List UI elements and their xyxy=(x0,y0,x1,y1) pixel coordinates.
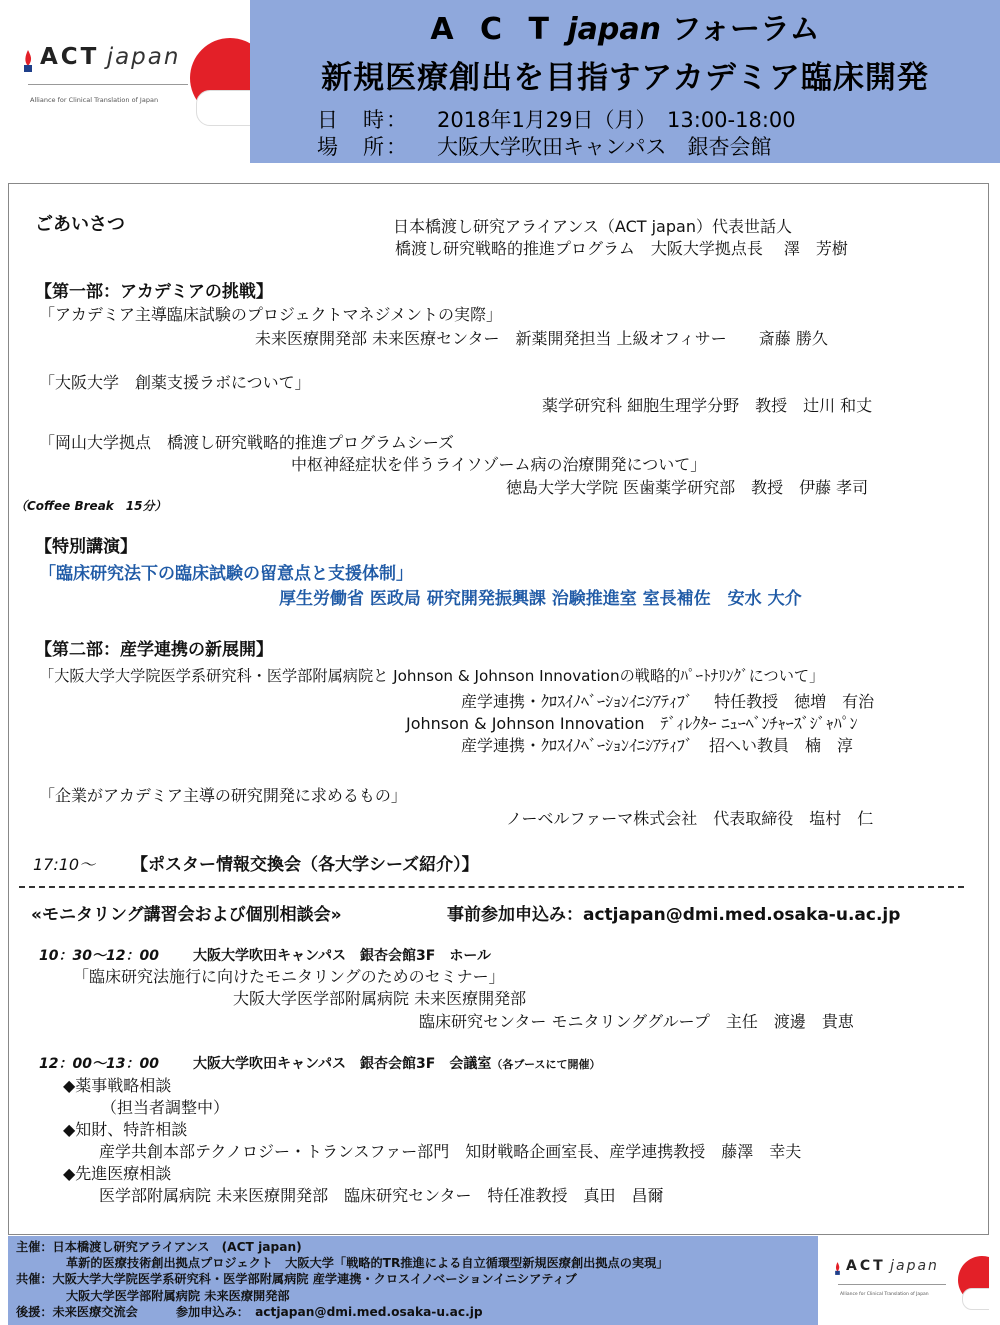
special-title: 「臨床研究法下の臨床試験の留意点と支援体制」 xyxy=(39,564,413,584)
talk-title: 「大阪大学 創薬支援ラボについて」 xyxy=(39,373,311,392)
event-title-block xyxy=(250,0,1000,163)
logo-wordmark: ACT japan xyxy=(40,44,181,70)
section-divider xyxy=(19,886,964,888)
coffee-break: （Coffee Break 15分） xyxy=(15,499,167,513)
logo-tagline: Alliance for Clinical Translation of Japan xyxy=(30,96,159,104)
forum-title: A C T japan フォーラム xyxy=(430,12,820,47)
special-heading: 【特別講演】 xyxy=(35,537,137,557)
consult-detail: 医学部附属病院 未来医療開発部 臨床研究センター 特任准教授 真田 昌爾 xyxy=(99,1186,664,1205)
consult-detail: （担当者調整中） xyxy=(101,1098,230,1117)
logo-tagline: Alliance for Clinical Translation of Japan xyxy=(840,1292,929,1297)
session-place: 大阪大学吹田キャンパス 銀杏会館3F ホール xyxy=(193,948,492,964)
greeting-speaker-line1: 日本橋渡し研究アライアンス（ACT japan）代表世話人 xyxy=(393,217,792,236)
program-box xyxy=(8,183,989,1235)
footer-banner xyxy=(8,1236,989,1325)
cloud-shape xyxy=(962,1288,989,1310)
talk-speaker: Johnson & Johnson Innovation ﾃﾞｨﾚｸﾀｰ ﾆｭｰﾍﾞﾝﾁｬｰｽﾞｼﾞｬﾊﾟﾝ xyxy=(406,714,858,733)
consult-item: ◆知財、特許相談 xyxy=(63,1120,188,1139)
flame-icon xyxy=(834,1262,841,1275)
act-japan-logo xyxy=(0,0,250,163)
talk-title: 「大阪大学大学院医学系研究科・医学部附属病院と Johnson & Johnson Innovationの戦略的ﾊﾟｰﾄﾅﾘﾝｸﾞについて」 xyxy=(39,667,825,685)
consult-item: ◆先進医療相談 xyxy=(63,1164,172,1183)
talk-speaker: 未来医療開発部 未来医療センター 新薬開発担当 上級オフィサー 斎藤 勝久 xyxy=(255,329,828,348)
co-organizer-line: 大阪大学医学部附属病院 未来医療開発部 xyxy=(66,1288,290,1303)
act-japan-logo-small xyxy=(818,1236,989,1325)
talk-speaker: ノーベルファーマ株式会社 代表取締役 塩村 仁 xyxy=(506,809,874,828)
talk-title: 「企業がアカデミア主導の研究開発に求めるもの」 xyxy=(39,786,407,805)
session-org: 大阪大学医学部附属病院 未来医療開発部 xyxy=(233,989,527,1008)
header-banner xyxy=(0,0,1000,163)
apply-contact: 参加申込み： actjapan@dmi.med.osaka-u.ac.jp xyxy=(175,1304,483,1319)
talk-speaker: 徳島大学大学院 医歯薬学研究部 教授 伊藤 孝司 xyxy=(506,478,869,497)
special-speaker: 厚生労働省 医政局 研究開発振興課 治験推進室 室長補佐 安水 大介 xyxy=(279,589,802,609)
poster-session: 【ポスター情報交換会（各大学シーズ紹介）】 xyxy=(131,855,479,875)
talk-speaker: 産学連携・ｸﾛｽｲﾉﾍﾞｰｼｮﾝｲﾆｼｱﾃｨﾌﾞ 招へい教員 楠 淳 xyxy=(461,736,854,755)
session-time: 12：00～13：00 xyxy=(39,1056,159,1072)
logo-divider xyxy=(28,84,188,85)
consult-item: ◆薬事戦略相談 xyxy=(63,1076,172,1095)
session-place: 大阪大学吹田キャンパス 銀杏会館3F 会議室（各ブースにて開催） xyxy=(193,1056,601,1072)
logo-divider xyxy=(838,1284,946,1285)
session-title: 「臨床研究法施行に向けたモニタリングのためのセミナー」 xyxy=(73,967,505,986)
event-venue: 場 所： 大阪大学吹田キャンパス 銀杏会館 xyxy=(317,135,772,159)
cloud-shape xyxy=(196,90,250,126)
talk-speaker: 薬学研究科 細胞生理学分野 教授 辻川 和丈 xyxy=(542,396,873,415)
poster-time: 17:10～ xyxy=(33,855,96,874)
greeting-speaker-line2: 橋渡し研究戦略的推進プログラム 大阪大学拠点長 澤 芳樹 xyxy=(395,239,848,258)
flame-icon xyxy=(22,50,34,72)
talk-speaker: 産学連携・ｸﾛｽｲﾉﾍﾞｰｼｮﾝｲﾆｼｱﾃｨﾌﾞ 特任教授 徳増 有治 xyxy=(461,692,875,711)
event-date: 日 時： 2018年1月29日（月） 13:00-18:00 xyxy=(317,108,796,132)
registration-contact: 事前参加申込み：actjapan@dmi.med.osaka-u.ac.jp xyxy=(447,905,901,925)
organizer-line: 主催：日本橋渡し研究アライアンス (ACT japan) xyxy=(16,1240,302,1254)
talk-title-cont: 中枢神経症状を伴うライソゾーム病の治療開発について」 xyxy=(291,455,707,474)
session-time: 10：30～12：00 xyxy=(39,948,159,964)
consult-detail: 産学共創本部テクノロジー・トランスファー部門 知財戦略企画室長、産学連携教授 藤澤 幸夫 xyxy=(99,1142,802,1161)
talk-title: 「アカデミア主導臨床試験のプロジェクトマネジメントの実際」 xyxy=(39,305,503,324)
session-speaker: 臨床研究センター モニタリンググループ 主任 渡邊 貴恵 xyxy=(419,1012,854,1031)
logo-wordmark: ACT japan xyxy=(846,1258,939,1274)
organizer-info xyxy=(16,1239,668,1320)
part2-heading: 【第二部：産学連携の新展開】 xyxy=(35,640,273,660)
greeting-heading: ごあいさつ xyxy=(35,214,125,235)
part1-heading: 【第一部：アカデミアの挑戦】 xyxy=(35,282,273,302)
support-line: 後援：未来医療交流会 参加申込み： actjapan@dmi.med.osaka-u.ac.jp xyxy=(16,1304,483,1319)
event-subtitle: 新規医療創出を目指すアカデミア臨床開発 xyxy=(321,60,929,96)
monitoring-heading: «モニタリング講習会および個別相談会» xyxy=(31,905,342,925)
organizer-line: 革新的医療技術創出拠点プロジェクト 大阪大学「戦略的TR推進による自立循環型新規医療創出拠点の実現」 xyxy=(66,1256,669,1271)
talk-title: 「岡山大学拠点 橋渡し研究戦略的推進プログラムシーズ xyxy=(39,433,455,452)
co-organizer-line: 共催：大阪大学大学院医学系研究科・医学部附属病院 産学連携・クロスイノベーションイニシアティブ xyxy=(16,1272,577,1287)
